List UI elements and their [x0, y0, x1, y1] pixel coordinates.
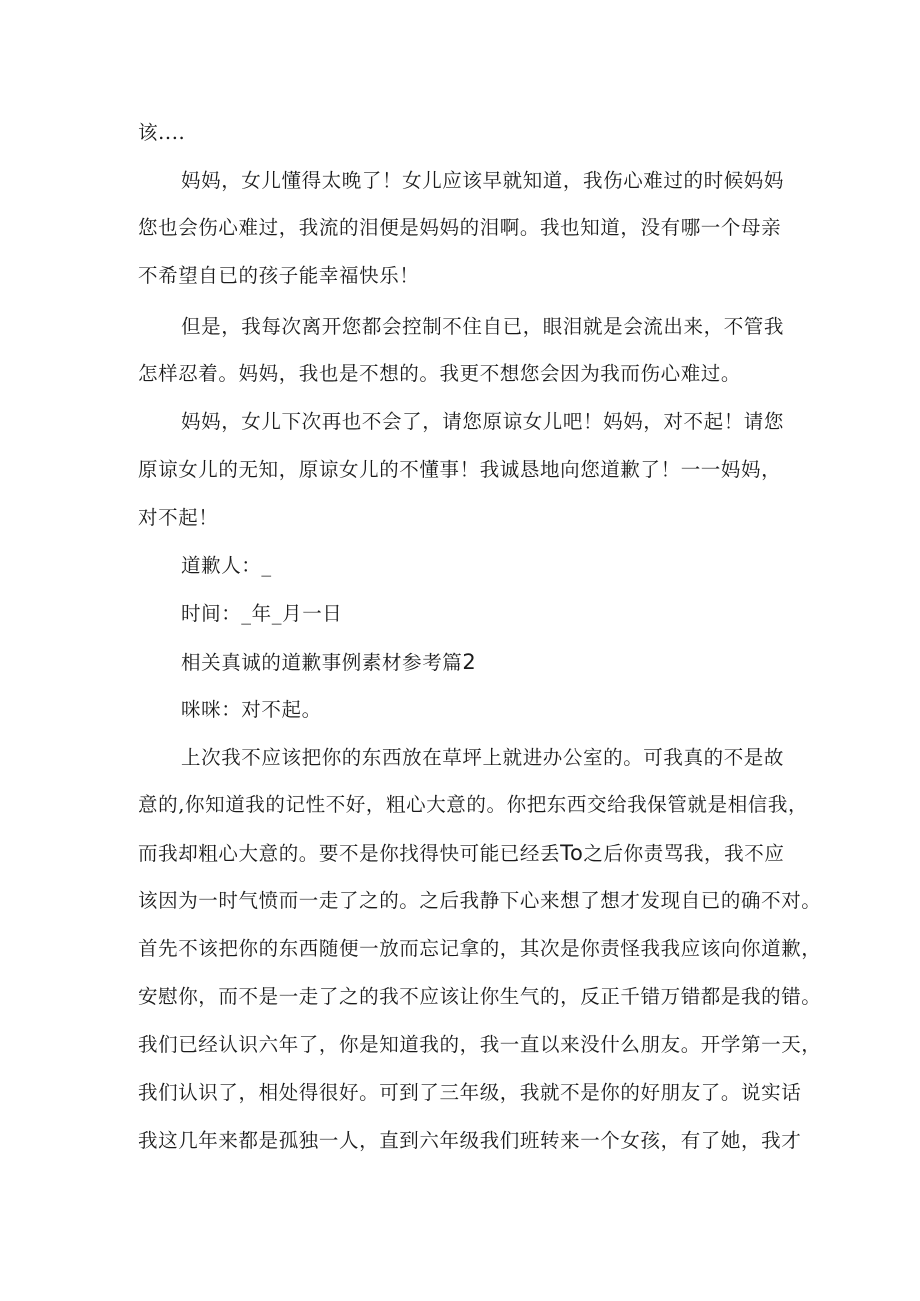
paragraph-line: 不希望自已的孩子能幸福快乐！	[138, 264, 420, 287]
paragraph-line: 首先不该把你的东西随便一放而忘记拿的，其次是你责怪我我应该向你道歉，	[138, 937, 822, 960]
paragraph-line: 意的,你知道我的记性不好，粗心大意的。你把东西交给我保管就是相信我，	[138, 793, 809, 816]
paragraph-text: 而我却粗心大意的。要不是你找得快可能已经丢	[138, 842, 561, 865]
paragraph-line: 安慰你，而不是一走了之的我不应该让你生气的，反正千错万错都是我的错。	[138, 985, 822, 1008]
paragraph-line: 上次我不应该把你的东西放在草坪上就进办公室的。可我真的不是故	[181, 746, 785, 769]
date-line: 时间：_年_月一日	[181, 602, 343, 625]
text-line: 该....	[138, 121, 186, 144]
paragraph-text: 之后你责骂我，我不应	[583, 842, 785, 865]
paragraph-line: 我们已经认识六年了，你是知道我的，我一直以来没什么朋友。开学第一天，	[138, 1033, 822, 1056]
paragraph-line	[138, 841, 784, 866]
paragraph-line: 我们认识了，相处得很好。可到了三年级，我就不是你的好朋友了。说实话	[138, 1081, 802, 1104]
paragraph-line: 妈妈，女儿懂得太晚了！女儿应该早就知道，我伤心难过的时候妈妈	[181, 169, 785, 192]
section-heading-text: 相关真诚的道歉事例素材参考篇	[181, 651, 463, 674]
paragraph-line: 妈妈，女儿下次再也不会了，请您原谅女儿吧！妈妈，对不起！请您	[181, 410, 785, 433]
paragraph-line: 我这几年来都是孤独一人，直到六年级我们班转来一个女孩，有了她，我才	[138, 1129, 802, 1152]
paragraph-line: 但是，我每次离开您都会控制不住自已，眼泪就是会流出来，不管我	[181, 315, 785, 338]
paragraph-line: 对不起！	[138, 506, 219, 529]
section-heading	[181, 650, 476, 675]
paragraph-line: 怎样忍着。妈妈，我也是不想的。我更不想您会因为我而伤心难过。	[138, 362, 742, 385]
paragraph-line: 该因为一时气愤而一走了之的。之后我静下心来想了想才发现自已的确不对。	[138, 889, 822, 912]
salutation-line: 咪咪：对不起。	[181, 698, 322, 721]
signature-line: 道歉人：_	[181, 554, 272, 577]
paragraph-line: 您也会伤心难过，我流的泪便是妈妈的泪啊。我也知道，没有哪一个母亲	[138, 216, 782, 239]
section-number: 2	[462, 650, 477, 674]
latin-text: To	[560, 841, 584, 865]
paragraph-line: 原谅女儿的无知，原谅女儿的不懂事！我诚恳地向您道歉了！一一妈妈，	[138, 458, 782, 481]
